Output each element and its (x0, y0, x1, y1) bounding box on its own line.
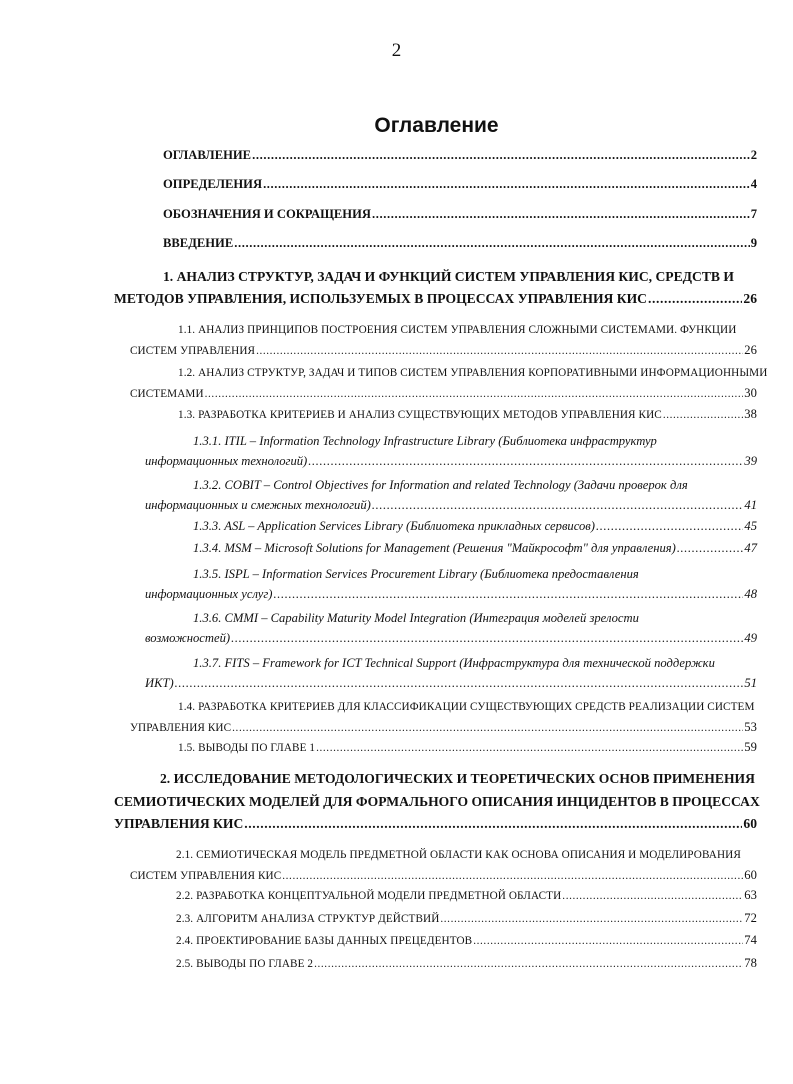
dot-leader (232, 719, 743, 737)
dot-leader (473, 934, 743, 949)
toc-entry-2-4[interactable] (176, 933, 757, 949)
toc-entry-title-line: 1.3.7. FITS – Framework for ICT Technical Support (Инфраструктура для технической поддержки (193, 656, 715, 670)
toc-entry-title-line: УПРАВЛЕНИЯ КИС (114, 816, 244, 831)
toc-page-number: 9 (750, 236, 757, 250)
toc-page-number: 78 (744, 956, 757, 970)
page-title: Оглавление (374, 114, 499, 137)
toc-page-number: 72 (744, 911, 757, 925)
toc-entry-2-5[interactable] (176, 956, 757, 972)
toc-entry-title-line: 1.2. АНАЛИЗ СТРУКТУР, ЗАДАЧ И ТИПОВ СИСТЕМ УПРАВЛЕНИЯ КОРПОРАТИВНЫМИ ИНФОРМАЦИОННЫМИ (178, 367, 768, 379)
toc-entry-title-line: 1.3.5. ISPL – Information Services Procurement Library (Библиотека предоставления (193, 567, 639, 581)
toc-entry-1-3-1[interactable] (145, 430, 757, 470)
toc-entry-1-3-6[interactable] (145, 607, 757, 647)
toc-entry-2-1[interactable] (130, 844, 757, 885)
toc-entry-2-2[interactable] (176, 888, 757, 904)
dot-leader (663, 408, 743, 423)
toc-entry-1-3-7[interactable] (145, 652, 757, 692)
toc-page-number: 51 (744, 676, 757, 690)
toc-entry-title-line: информационных технологий) (145, 454, 308, 468)
toc-entry-title-line: СИСТЕМАМИ (130, 388, 204, 400)
toc-page-number: 26 (743, 291, 757, 306)
toc-entry-title-line: 1.4. РАЗРАБОТКА КРИТЕРИЕВ ДЛЯ КЛАССИФИКАЦИИ СУЩЕСТВУЮЩИХ СРЕДСТВ РЕАЛИЗАЦИИ СИСТЕМ (178, 701, 755, 713)
dot-leader (562, 889, 743, 904)
toc-entry-title-line: УПРАВЛЕНИЯ КИС (130, 722, 232, 734)
dot-leader (596, 519, 743, 534)
toc-page-number: 2 (750, 148, 757, 162)
toc-page-number: 53 (744, 720, 757, 734)
toc-entry-title-line: ИКТ) (145, 676, 174, 690)
toc-page-number: 38 (744, 407, 757, 421)
toc-page-number: 47 (744, 541, 757, 555)
toc-page-number: 39 (744, 454, 757, 468)
toc-entry-title-line: 1.3.6. CMMI – Capability Maturity Model Integration (Интеграция моделей зрелости (193, 611, 639, 625)
toc-entry-title: ОБОЗНАЧЕНИЯ И СОКРАЩЕНИЯ (163, 207, 371, 221)
dot-leader (677, 541, 744, 556)
toc-entry-1-1[interactable] (130, 319, 757, 360)
toc-entry-title-line: МЕТОДОВ УПРАВЛЕНИЯ, ИСПОЛЬЗУЕМЫХ В ПРОЦЕССАХ УПРАВЛЕНИЯ КИС (114, 291, 647, 306)
toc-page-number: 4 (750, 177, 757, 191)
dot-leader (314, 957, 743, 972)
toc-page-number: 26 (744, 343, 757, 357)
dot-leader (231, 629, 743, 647)
dot-leader (440, 912, 743, 927)
toc-entry-1-5[interactable] (178, 740, 757, 756)
toc-entry-title-line: 2.1. СЕМИОТИЧЕСКАЯ МОДЕЛЬ ПРЕДМЕТНОЙ ОБЛАСТИ КАК ОСНОВА ОПИСАНИЯ И МОДЕЛИРОВАНИЯ (176, 849, 741, 861)
toc-entry-1-3-4[interactable] (193, 541, 757, 556)
toc-entry-title: 1.3.4. MSM – Microsoft Solutions for Management (Решения "Майкрософт" для управления) (193, 541, 676, 555)
toc-page-number: 74 (744, 933, 757, 947)
toc-entry-abbreviations[interactable] (163, 207, 757, 222)
toc-entry-1-3[interactable] (178, 407, 757, 423)
toc-entry-2-3[interactable] (176, 911, 757, 927)
dot-leader (308, 452, 743, 470)
toc-page-number: 49 (744, 631, 757, 645)
toc-entry-1-3-5[interactable] (145, 563, 757, 603)
toc-entry-title: 2.5. ВЫВОДЫ ПО ГЛАВЕ 2 (176, 958, 314, 970)
toc-entry-introduction[interactable] (163, 236, 757, 251)
dot-leader (648, 289, 742, 309)
toc-entry-definitions[interactable] (163, 177, 757, 192)
toc-entry-title-line: СЕМИОТИЧЕСКИХ МОДЕЛЕЙ ДЛЯ ФОРМАЛЬНОГО ОПИСАНИЯ ИНЦИДЕНТОВ В ПРОЦЕССАХ (114, 794, 760, 809)
dot-leader (273, 585, 743, 603)
toc-page-number: 48 (744, 587, 757, 601)
toc-entry-chapter-2[interactable] (114, 768, 760, 834)
dot-leader (263, 177, 750, 192)
dot-leader (175, 674, 744, 692)
toc-page-number: 59 (744, 740, 757, 754)
toc-entry-1-3-2[interactable] (145, 474, 757, 514)
toc-entry-title-line: 1.3.1. ITIL – Information Technology Infrastructure Library (Библиотека инфраструктур (193, 434, 657, 448)
dot-leader (256, 342, 743, 360)
toc-page-number: 60 (744, 868, 757, 882)
dot-leader (316, 741, 743, 756)
toc-entry-title-line: 1.1. АНАЛИЗ ПРИНЦИПОВ ПОСТРОЕНИЯ СИСТЕМ УПРАВЛЕНИЯ СЛОЖНЫМИ СИСТЕМАМИ. ФУНКЦИИ (178, 324, 737, 336)
dot-leader (234, 236, 749, 251)
toc-entry-1-4[interactable] (130, 696, 757, 737)
dot-leader (205, 385, 744, 403)
toc-entry-title-line: возможностей) (145, 631, 231, 645)
toc-entry-title-line: информационных и смежных технологий) (145, 498, 371, 512)
toc-entry-chapter-1[interactable] (114, 265, 757, 309)
toc-entry-1-3-3[interactable] (193, 519, 757, 534)
dot-leader (282, 867, 743, 885)
dot-leader (372, 496, 744, 514)
dot-leader (244, 814, 742, 834)
toc-entry-title: 1.3.3. ASL – Application Services Library (Библиотека прикладных сервисов) (193, 519, 595, 533)
toc-entry-title-line: 1. АНАЛИЗ СТРУКТУР, ЗАДАЧ И ФУНКЦИЙ СИСТЕМ УПРАВЛЕНИЯ КИС, СРЕДСТВ И (163, 269, 734, 284)
toc-entry-contents[interactable] (163, 148, 757, 163)
toc-page-number: 63 (744, 888, 757, 902)
dot-leader (372, 207, 750, 222)
toc-page-number: 30 (744, 386, 757, 400)
toc-entry-title: 1.3. РАЗРАБОТКА КРИТЕРИЕВ И АНАЛИЗ СУЩЕСТВУЮЩИХ МЕТОДОВ УПРАВЛЕНИЯ КИС (178, 409, 662, 421)
toc-entry-title: 2.2. РАЗРАБОТКА КОНЦЕПТУАЛЬНОЙ МОДЕЛИ ПРЕДМЕТНОЙ ОБЛАСТИ (176, 890, 562, 902)
toc-entry-title: ОГЛАВЛЕНИЕ (163, 148, 252, 162)
toc-entry-title: 1.5. ВЫВОДЫ ПО ГЛАВЕ 1 (178, 742, 316, 754)
toc-entry-title: ВВЕДЕНИЕ (163, 236, 234, 250)
toc-entry-title-line: информационных услуг) (145, 587, 273, 601)
page-number: 2 (391, 40, 402, 61)
toc-page-number: 41 (744, 498, 757, 512)
toc-entry-1-2[interactable] (130, 362, 768, 403)
toc-entry-title: ОПРЕДЕЛЕНИЯ (163, 177, 263, 191)
dot-leader (252, 148, 750, 163)
toc-page-number: 45 (744, 519, 757, 533)
toc-entry-title-line: 2. ИССЛЕДОВАНИЕ МЕТОДОЛОГИЧЕСКИХ И ТЕОРЕТИЧЕСКИХ ОСНОВ ПРИМЕНЕНИЯ (160, 771, 755, 786)
toc-page-number: 7 (750, 207, 757, 221)
toc-entry-title-line: СИСТЕМ УПРАВЛЕНИЯ (130, 345, 256, 357)
toc-page-number: 60 (743, 816, 757, 831)
toc-entry-title-line: 1.3.2. COBIT – Control Objectives for Information and related Technology (Задачи проверок для (193, 478, 688, 492)
toc-entry-title-line: СИСТЕМ УПРАВЛЕНИЯ КИС (130, 870, 282, 882)
toc-entry-title: 2.4. ПРОЕКТИРОВАНИЕ БАЗЫ ДАННЫХ ПРЕЦЕДЕНТОВ (176, 935, 473, 947)
toc-entry-title: 2.3. АЛГОРИТМ АНАЛИЗА СТРУКТУР ДЕЙСТВИЙ (176, 913, 440, 925)
